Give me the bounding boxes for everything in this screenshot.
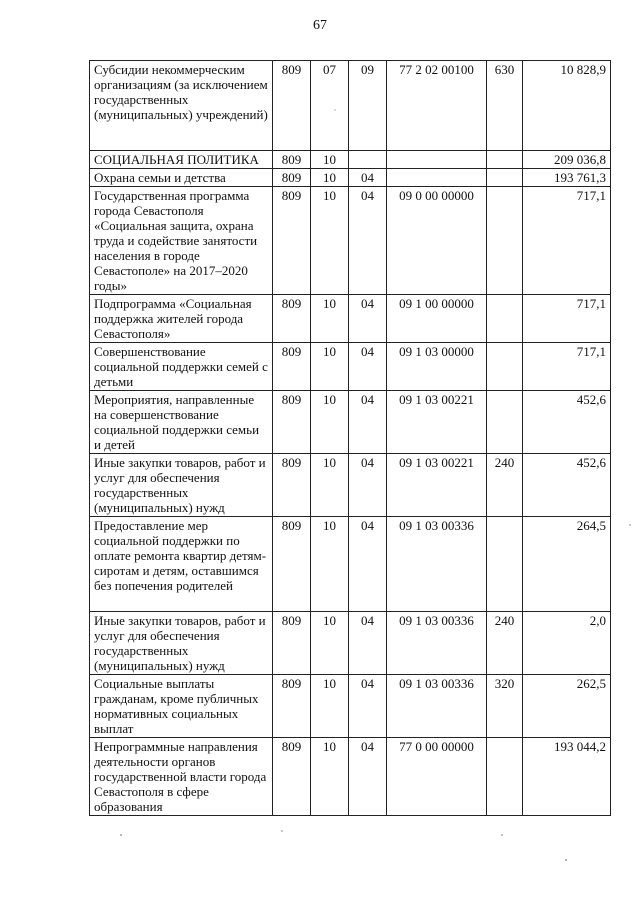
subsection-code: 04 — [349, 343, 387, 391]
target-code: 09 0 00 00000 — [387, 187, 487, 295]
target-code: 77 0 00 00000 — [387, 738, 487, 816]
row-name: Непрограммные направления деятельности органов государственной власти города Севастополя в сфере образования — [90, 738, 273, 816]
amount: 193 044,2 — [523, 738, 611, 816]
subsection-code: 04 — [349, 187, 387, 295]
expense-code — [487, 295, 523, 343]
table-row — [90, 61, 611, 151]
row-name: Иные закупки товаров, работ и услуг для обеспечения государственных (муниципальных) нужд — [90, 454, 273, 517]
expense-code — [487, 151, 523, 169]
table-row — [90, 391, 611, 454]
amount: 10 828,9 — [523, 61, 611, 151]
row-name: Совершенствование социальной поддержки семей с детьми — [90, 343, 273, 391]
expense-code — [487, 738, 523, 816]
ministry-code: 809 — [273, 517, 311, 612]
table-row — [90, 169, 611, 187]
table-row — [90, 151, 611, 169]
amount: 264,5 — [523, 517, 611, 612]
target-code: 09 1 03 00221 — [387, 391, 487, 454]
expense-code — [487, 187, 523, 295]
budget-table — [89, 60, 611, 816]
amount: 2,0 — [523, 612, 611, 675]
target-code: 09 1 03 00000 — [387, 343, 487, 391]
section-code: 10 — [311, 151, 349, 169]
table-row — [90, 187, 611, 295]
section-code: 10 — [311, 295, 349, 343]
target-code — [387, 151, 487, 169]
section-code: 10 — [311, 187, 349, 295]
expense-code: 240 — [487, 612, 523, 675]
row-name: Охрана семьи и детства — [90, 169, 273, 187]
table-row — [90, 454, 611, 517]
subsection-code: 04 — [349, 295, 387, 343]
subsection-code: 04 — [349, 675, 387, 738]
table-row — [90, 675, 611, 738]
section-code: 10 — [311, 169, 349, 187]
expense-code — [487, 391, 523, 454]
expense-code — [487, 343, 523, 391]
section-code: 10 — [311, 343, 349, 391]
amount: 717,1 — [523, 343, 611, 391]
subsection-code: 04 — [349, 391, 387, 454]
ministry-code: 809 — [273, 454, 311, 517]
expense-code: 240 — [487, 454, 523, 517]
section-code: 07 — [311, 61, 349, 151]
subsection-code: 04 — [349, 612, 387, 675]
amount: 452,6 — [523, 391, 611, 454]
row-name: Предоставление мер социальной поддержки по оплате ремонта квартир детям-сиротам и детям, оставшимся без попечения родителей — [90, 517, 273, 612]
subsection-code: 09 — [349, 61, 387, 151]
expense-code: 320 — [487, 675, 523, 738]
ministry-code: 809 — [273, 169, 311, 187]
amount: 262,5 — [523, 675, 611, 738]
section-code: 10 — [311, 738, 349, 816]
target-code: 09 1 03 00336 — [387, 675, 487, 738]
row-name: Социальные выплаты гражданам, кроме публичных нормативных социальных выплат — [90, 675, 273, 738]
subsection-code: 04 — [349, 169, 387, 187]
section-code: 10 — [311, 517, 349, 612]
subsection-code — [349, 151, 387, 169]
row-name: Мероприятия, направленные на совершенствование социальной поддержки семьи и детей — [90, 391, 273, 454]
ministry-code: 809 — [273, 738, 311, 816]
target-code — [387, 169, 487, 187]
row-name: Субсидии некоммерческим организациям (за исключением государственных (муниципальных) учреждений) — [90, 61, 273, 151]
target-code: 09 1 03 00336 — [387, 517, 487, 612]
table-row — [90, 295, 611, 343]
ministry-code: 809 — [273, 675, 311, 738]
expense-code — [487, 517, 523, 612]
table-row — [90, 612, 611, 675]
subsection-code: 04 — [349, 738, 387, 816]
subsection-code: 04 — [349, 454, 387, 517]
expense-code: 630 — [487, 61, 523, 151]
section-code: 10 — [311, 454, 349, 517]
target-code: 09 1 03 00336 — [387, 612, 487, 675]
table-row — [90, 343, 611, 391]
ministry-code: 809 — [273, 612, 311, 675]
table-row — [90, 738, 611, 816]
row-name: Иные закупки товаров, работ и услуг для обеспечения государственных (муниципальных) нужд — [90, 612, 273, 675]
table-row — [90, 517, 611, 612]
ministry-code: 809 — [273, 343, 311, 391]
section-code: 10 — [311, 612, 349, 675]
target-code: 77 2 02 00100 — [387, 61, 487, 151]
page-number: 67 — [313, 18, 327, 33]
section-code: 10 — [311, 391, 349, 454]
row-name: Подпрограмма «Социальная поддержка жителей города Севастополя» — [90, 295, 273, 343]
row-name: Государственная программа города Севастополя «Социальная защита, охрана труда и содействие занятости населения в городе Севастополе» на 2017–2020 годы» — [90, 187, 273, 295]
ministry-code: 809 — [273, 391, 311, 454]
section-code: 10 — [311, 675, 349, 738]
target-code: 09 1 03 00221 — [387, 454, 487, 517]
expense-code — [487, 169, 523, 187]
amount: 209 036,8 — [523, 151, 611, 169]
row-name: СОЦИАЛЬНАЯ ПОЛИТИКА — [90, 151, 273, 169]
amount: 717,1 — [523, 295, 611, 343]
amount: 452,6 — [523, 454, 611, 517]
amount: 717,1 — [523, 187, 611, 295]
ministry-code: 809 — [273, 61, 311, 151]
amount: 193 761,3 — [523, 169, 611, 187]
target-code: 09 1 00 00000 — [387, 295, 487, 343]
ministry-code: 809 — [273, 187, 311, 295]
subsection-code: 04 — [349, 517, 387, 612]
ministry-code: 809 — [273, 151, 311, 169]
ministry-code: 809 — [273, 295, 311, 343]
